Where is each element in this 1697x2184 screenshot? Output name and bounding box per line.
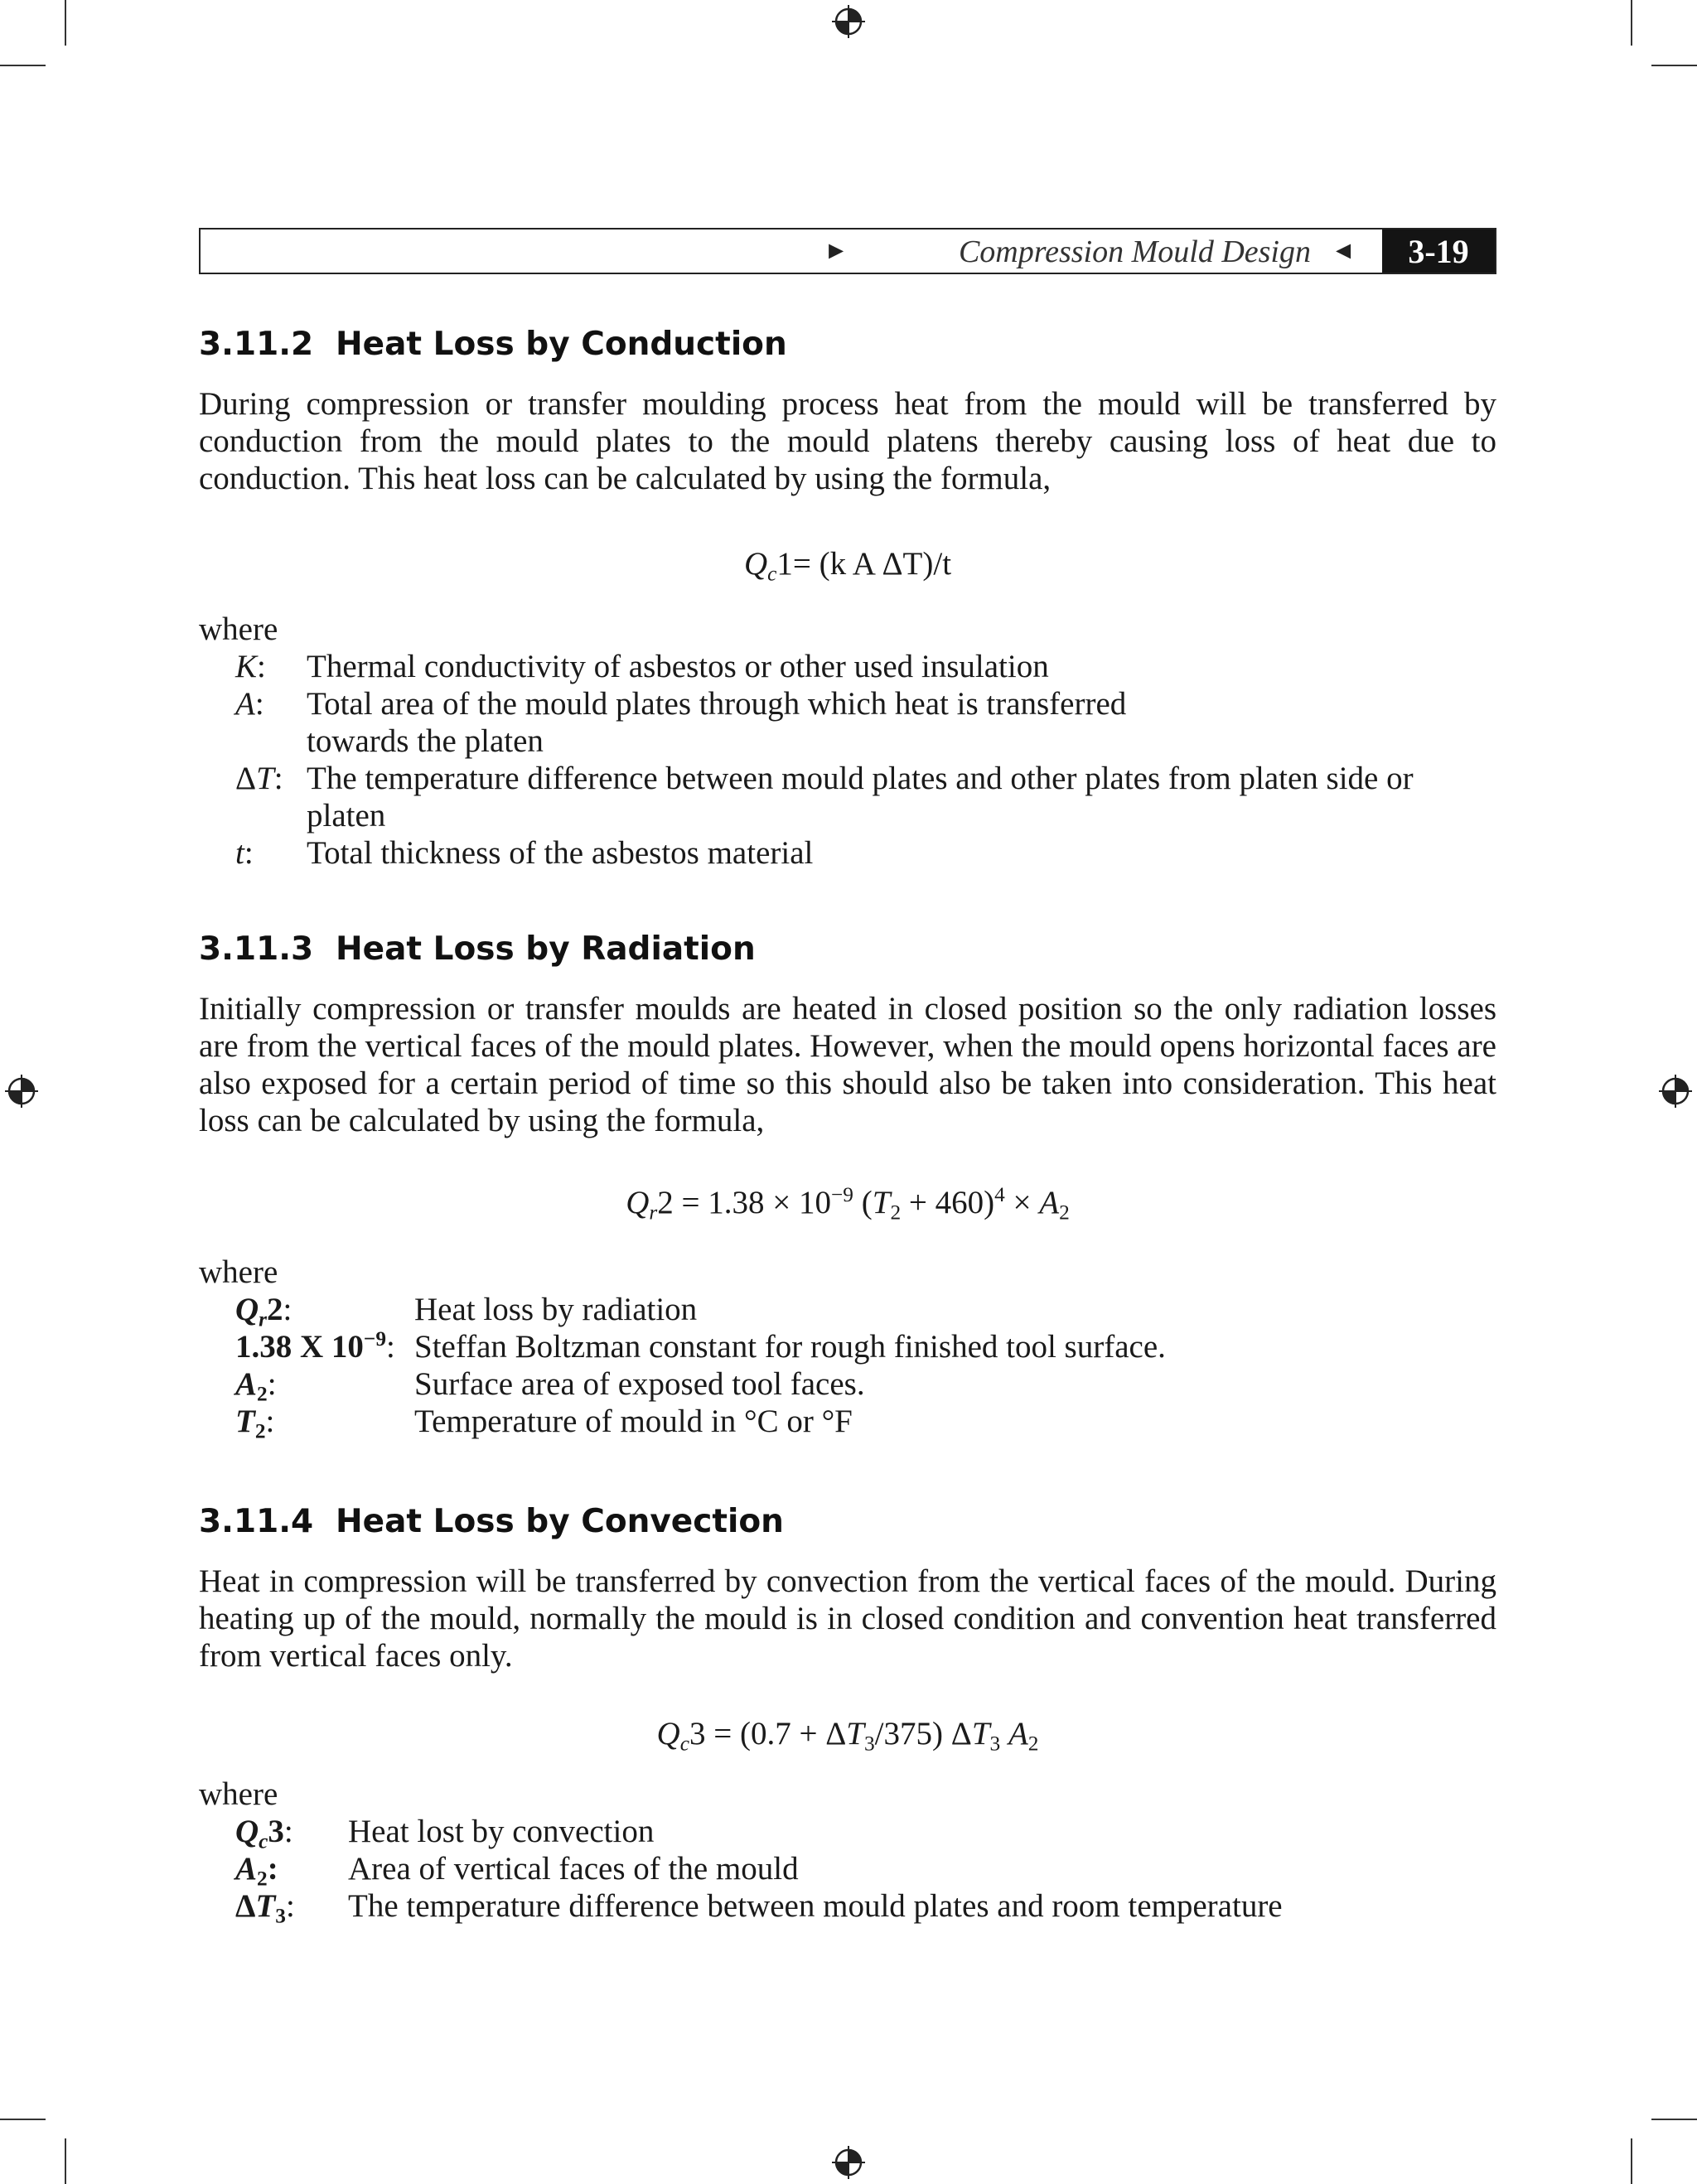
definition-symbol: $\Delta T_3$: (235, 1888, 295, 1928)
definition-symbol: $Q_r2$: (235, 1292, 293, 1331)
definition-text: Heat loss by radiation (414, 1292, 698, 1327)
section-title: Heat Loss by Conduction (336, 326, 787, 363)
crop-mark (65, 0, 66, 46)
crop-mark (1651, 2119, 1697, 2120)
definition-text: Total thickness of the asbestos material (307, 835, 814, 871)
page-number: 3-19 (1382, 230, 1495, 273)
where-label: where (199, 1254, 278, 1290)
section-title: Heat Loss by Radiation (336, 930, 756, 968)
paragraph: During compression or transfer moulding process heat from the mould will be transferred by conduction from the mould plates to the mould platens thereby causing loss of heat due to conduction. This heat loss can be calculated by using the formula, (199, 386, 1496, 496)
definition-symbol: $A_2$: (235, 1851, 278, 1891)
formula-rest: 1= (k A ΔT)/t (776, 546, 952, 582)
section-number: 3.11.2 (199, 326, 314, 363)
definition-text: The temperature difference between mould plates and other plates from platen side or platen (307, 761, 1414, 833)
formula-conduction (199, 544, 1496, 584)
crop-mark (65, 2138, 66, 2184)
formula-subscript: c (767, 562, 777, 586)
definition-symbol: t: (235, 835, 254, 871)
section-number: 3.11.3 (199, 930, 314, 968)
left-arrow-icon: ◄ (1331, 237, 1356, 264)
section-heading-conduction (199, 326, 787, 363)
running-head (199, 228, 1496, 274)
crop-mark (1631, 2138, 1632, 2184)
definition-text: Steffan Boltzman constant for rough finished tool surface. (414, 1329, 1166, 1365)
crop-mark (1631, 0, 1632, 46)
section-heading-radiation (199, 930, 756, 968)
definition-symbol: 1.38 X $10^{-9}$: (235, 1327, 395, 1365)
crop-mark (0, 65, 46, 66)
right-arrow-icon: ► (824, 237, 848, 264)
paragraph: Heat in compression will be transferred by convection from the vertical faces of the mould. During heating up of the mould, normally the mould is in closed condition and convention heat transferred from vertical faces only. (199, 1563, 1496, 1674)
formula-radiation: $Q_r2 = 1.38 \times 10^{-9}$ $(T_2 + 460)^4 \times A_2$ (626, 1183, 1070, 1225)
formula-convection: $Q_c3 = (0.7 + \Delta T_3/375)$ $\Delta T_3$ $A_2$ (656, 1716, 1039, 1756)
registration-mark-icon (1659, 1075, 1692, 1108)
formula-symbol: Q (743, 546, 768, 582)
crop-mark (0, 2119, 46, 2120)
where-label: where (199, 611, 278, 647)
definition-text: Heat lost by convection (348, 1814, 655, 1849)
definition-symbol: A: (235, 686, 264, 722)
running-head-title: Compression Mould Design (958, 234, 1311, 269)
registration-mark-icon (832, 5, 865, 38)
section-heading-convection (199, 1503, 784, 1540)
definition-text: Temperature of mould in °C or °F (414, 1404, 853, 1439)
section-title: Heat Loss by Convection (336, 1503, 784, 1540)
definition-symbol: $Q_c3$: (235, 1814, 293, 1853)
definition-symbol: K: (235, 649, 266, 684)
definition-text: The temperature difference between mould plates and room temperature (348, 1888, 1283, 1924)
crop-mark (1651, 65, 1697, 66)
definition-symbol: $T_2$: (235, 1404, 275, 1443)
registration-mark-icon (5, 1075, 38, 1108)
definition-text: Surface area of exposed tool faces. (414, 1366, 865, 1402)
paragraph: Initially compression or transfer moulds are heated in closed position so the only radiation losses are from the vertical faces of the mould plates. However, when the mould opens horizontal faces are also exposed for a certain period of time so this should also be taken into consideration. This heat loss can be calculated by using the formula, (199, 991, 1496, 1138)
definition-text: Total area of the mould plates through which heat is transferred towards the platen (307, 686, 1127, 759)
definition-text: Thermal conductivity of asbestos or other used insulation (307, 649, 1049, 684)
section-number: 3.11.4 (199, 1503, 314, 1540)
definition-symbol: $A_2$: (235, 1366, 277, 1406)
definition-text: Area of vertical faces of the mould (348, 1851, 799, 1887)
where-label: where (199, 1776, 278, 1812)
registration-mark-icon (832, 2146, 865, 2179)
definition-symbol: ΔT: (235, 761, 283, 796)
